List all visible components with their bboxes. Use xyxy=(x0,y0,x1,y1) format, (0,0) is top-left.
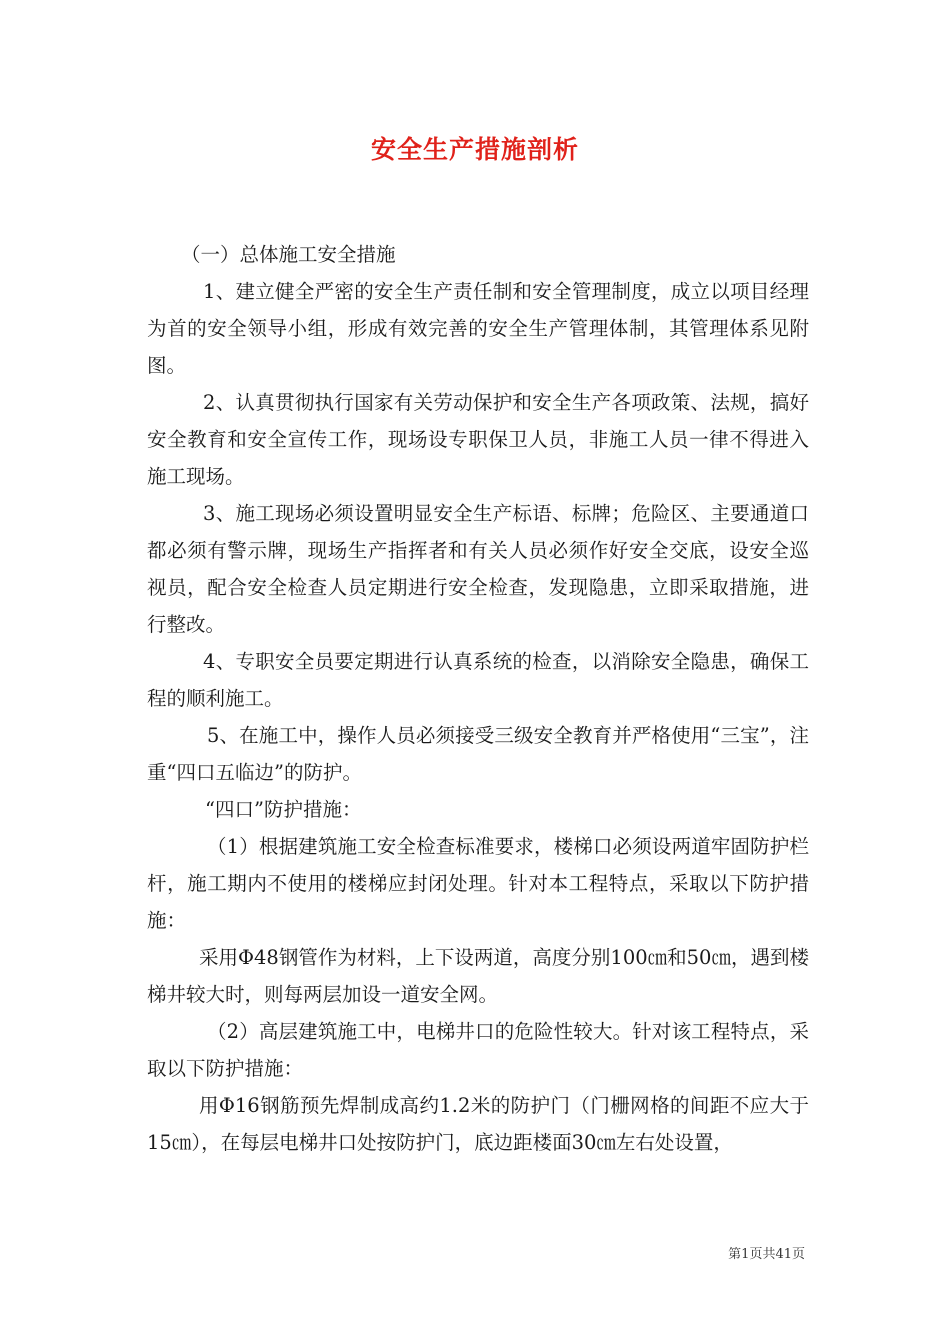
paragraph-5: 5、在施工中，操作人员必须接受三级安全教育并严格使用“三宝”，注重“四口五临边”的防护。 xyxy=(147,724,809,784)
paragraph-elevator: （2）高层建筑施工中，电梯井口的危险性较大。针对该工程特点，采取以下防护措施： xyxy=(147,1020,809,1080)
page-number: 第1页共41页 xyxy=(728,1247,805,1262)
document-title: 安全生产措施剖析 xyxy=(370,135,579,164)
paragraph-4: 4、专职安全员要定期进行认真系统的检查，以消除安全隐患，确保工程的顺利施工。 xyxy=(147,650,809,710)
section-heading: （一）总体施工安全措施 xyxy=(181,243,396,266)
paragraph-rebar-door: 用Φ16钢筋预先焊制成高约1.2米的防护门（门栅网格的间距不应大于15㎝），在每层电梯井口处按防护门，底边距楼面30㎝左右处设置， xyxy=(147,1094,809,1154)
paragraph-2: 2、认真贯彻执行国家有关劳动保护和安全生产各项政策、法规，搞好安全教育和安全宣传工作，现场设专职保卫人员，非施工人员一律不得进入施工现场。 xyxy=(147,391,809,488)
paragraph-1: 1、建立健全严密的安全生产责任制和安全管理制度，成立以项目经理为首的安全领导小组，形成有效完善的安全生产管理体制，其管理体系见附图。 xyxy=(147,280,809,377)
paragraph-steel-pipe: 采用Φ48钢管作为材料，上下设两道，高度分别100㎝和50㎝，遇到楼梯井较大时，则每两层加设一道安全网。 xyxy=(147,946,809,1006)
document-body xyxy=(147,236,809,1161)
paragraph-stairs: （1）根据建筑施工安全检查标准要求，楼梯口必须设两道牢固防护栏杆，施工期内不使用的楼梯应封闭处理。针对本工程特点，采取以下防护措施： xyxy=(147,835,809,932)
paragraph-3: 3、施工现场必须设置明显安全生产标语、标牌；危险区、主要通道口都必须有警示牌，现场生产指挥者和有关人员必须作好安全交底，设安全巡视员，配合安全检查人员定期进行安全检查，发现隐患，立即采取措施，进行整改。 xyxy=(147,502,809,636)
four-openings-heading: “四口”防护措施： xyxy=(205,798,362,821)
